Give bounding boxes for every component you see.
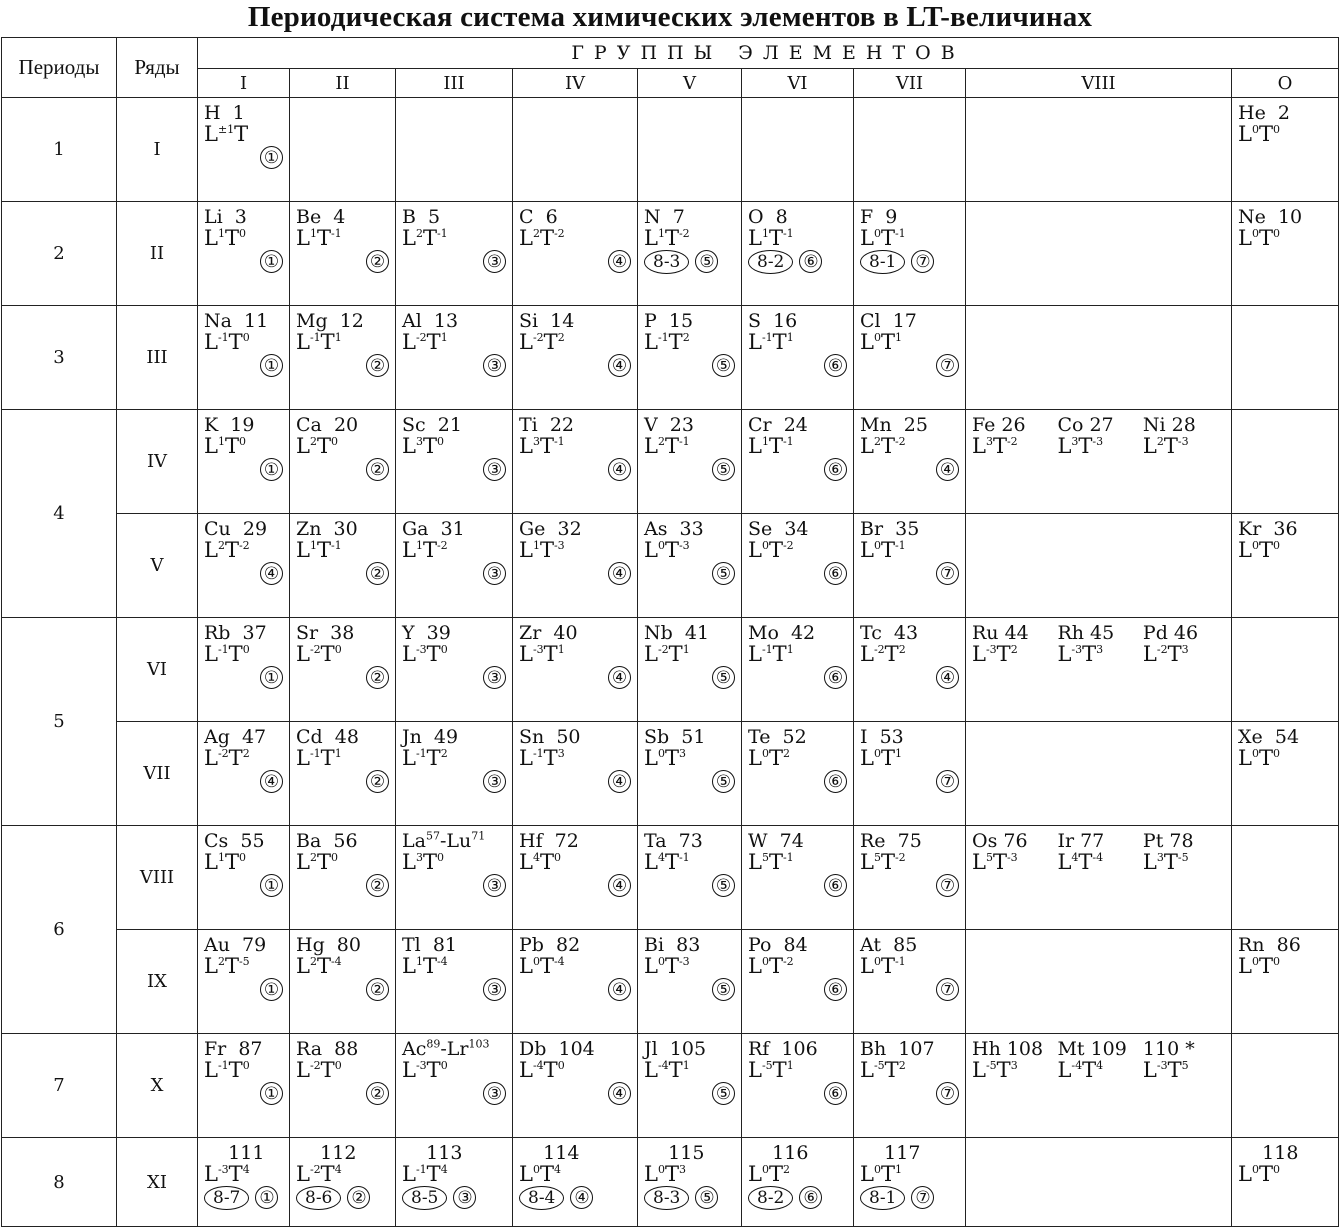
element-cell: [198, 306, 290, 410]
periodic-table: [1, 37, 1339, 1227]
element-cell: [742, 1138, 854, 1227]
element-Ta: Ta 73 $L^4T^{-1}$ ⑤: [638, 826, 741, 897]
element-cell: [290, 1138, 396, 1227]
row-label: VIII: [117, 826, 198, 930]
element-Br: Br 35 $L^0T^{-1}$ ⑦: [854, 514, 965, 585]
period-label: 1: [2, 98, 117, 202]
element-cell: [396, 202, 513, 306]
row-label: III: [117, 306, 198, 410]
groups-header: ГРУППЫ ЭЛЕМЕНТОВ: [198, 38, 1339, 69]
element-Mn: Mn 25 $L^2T^{-2}$ ④: [854, 410, 965, 481]
element-cell: [638, 1138, 742, 1227]
element-S: S 16 $L^{-1}T^1$ ⑥: [742, 306, 853, 377]
element-Pb: Pb 82 $L^0T^{-4}$ ④: [513, 930, 637, 1001]
element-cell: [290, 410, 396, 514]
element-Mt: Mt 109 $L^{-4}T^4$: [1057, 1038, 1127, 1082]
period-label: 2: [2, 202, 117, 306]
element-cell: [854, 410, 966, 514]
group-VI: VI: [742, 69, 854, 98]
element-cell: [742, 1034, 854, 1138]
element-cell: [513, 722, 638, 826]
element-Pt: Pt 78 $L^3T^{-5}$: [1142, 830, 1194, 874]
element-cell: [638, 514, 742, 618]
element-Bi: Bi 83 $L^0T^{-3}$ ⑤: [638, 930, 741, 1001]
table-row: [2, 618, 1339, 722]
element-cell: [198, 98, 290, 202]
element-Be: Be 4 $L^1T^{-1}$ ②: [290, 202, 395, 273]
element-E112: 112 $L^{-2}T^4$ 8-6 ②: [290, 1138, 395, 1210]
element-cell: [513, 1138, 638, 1227]
element-Se: Se 34 $L^0T^{-2}$ ⑥: [742, 514, 853, 585]
group-III: III: [396, 69, 513, 98]
group-VII: VII: [854, 69, 966, 98]
element-Zn: Zn 30 $L^1T^{-1}$ ②: [290, 514, 395, 585]
element-cell: [742, 722, 854, 826]
element-cell: [1232, 202, 1339, 306]
element-Mo: Mo 42 $L^{-1}T^1$ ⑥: [742, 618, 853, 689]
element-cell: [1232, 722, 1339, 826]
element-cell: [513, 826, 638, 930]
element-cell: [854, 202, 966, 306]
element-Jn: Jn 49 $L^{-1}T^2$ ③: [396, 722, 512, 793]
element-cell: [1232, 514, 1339, 618]
group-VIII: VIII: [966, 69, 1232, 98]
empty-cell: [966, 514, 1232, 618]
table-row: [2, 1138, 1339, 1227]
element-cell: [638, 618, 742, 722]
element-cell: [198, 618, 290, 722]
element-Re: Re 75 $L^5T^{-2}$ ⑦: [854, 826, 965, 897]
period-label: 4: [2, 410, 117, 618]
element-Co: Co 27 $L^3T^{-3}$: [1057, 414, 1114, 458]
empty-cell: [290, 98, 396, 202]
element-cell: [742, 202, 854, 306]
element-cell: [742, 306, 854, 410]
element-Po: Po 84 $L^0T^{-2}$ ⑥: [742, 930, 853, 1001]
element-cell: [290, 722, 396, 826]
element-Xe: Xe 54 $L^0T^0$: [1238, 726, 1300, 770]
element-Kr: Kr 36 $L^0T^0$: [1238, 518, 1298, 562]
element-Sc: Sc 21 $L^3T^0$ ③: [396, 410, 512, 481]
element-cell: [854, 1034, 966, 1138]
element-Ir: Ir 77 $L^4T^{-4}$: [1057, 830, 1105, 874]
rows-header: Ряды: [117, 38, 198, 98]
element-cell: [638, 410, 742, 514]
group-viii-cell: [966, 1034, 1232, 1138]
element-cell: [1232, 930, 1339, 1034]
element-Ga: Ga 31 $L^1T^{-2}$ ③: [396, 514, 512, 585]
element-cell: [854, 930, 966, 1034]
table-row: [2, 410, 1339, 514]
element-Fe: Fe 26 $L^3T^{-2}$: [972, 414, 1026, 458]
row-label: IV: [117, 410, 198, 514]
element-B: B 5 $L^2T^{-1}$ ③: [396, 202, 512, 273]
element-cell: [513, 514, 638, 618]
element-Cu: Cu 29 $L^2T^{-2}$ ④: [198, 514, 289, 585]
element-cell: [198, 722, 290, 826]
element-Pd: Pd 46 $L^{-2}T^3$: [1142, 622, 1199, 666]
element-cell: [742, 514, 854, 618]
element-Jl: Jl 105 $L^{-4}T^1$ ⑤: [638, 1034, 741, 1105]
element-cell: [854, 306, 966, 410]
element-Hf: Hf 72 $L^4T^0$ ④: [513, 826, 637, 897]
period-label: 5: [2, 618, 117, 826]
element-cell: [742, 930, 854, 1034]
element-E110: 110 * $L^{-3}T^5$: [1142, 1038, 1195, 1082]
period-label: 8: [2, 1138, 117, 1227]
table-row: [2, 1034, 1339, 1138]
element-cell: [396, 618, 513, 722]
element-Cl: Cl 17 $L^0T^1$ ⑦: [854, 306, 965, 377]
page-title: Периодическая система химических элементов в LT-величинах: [247, 1, 1093, 33]
element-Bh: Bh 107 $L^{-5}T^2$ ⑦: [854, 1034, 965, 1105]
empty-cell: [966, 306, 1232, 410]
element-cell: [1232, 1138, 1339, 1227]
element-Ru: Ru 44 $L^{-3}T^2$: [972, 622, 1029, 666]
group-IV: IV: [513, 69, 638, 98]
element-cell: [198, 826, 290, 930]
row-label: IX: [117, 930, 198, 1034]
element-Hh: Hh 108 $L^{-5}T^3$: [972, 1038, 1044, 1082]
element-Fr: Fr 87 $L^{-1}T^0$ ①: [198, 1034, 289, 1105]
table-row: [2, 98, 1339, 202]
element-Hg: Hg 80 $L^2T^{-4}$ ②: [290, 930, 395, 1001]
element-cell: [290, 514, 396, 618]
element-cell: [513, 930, 638, 1034]
element-E118: 118 $L^0T^0$: [1238, 1142, 1299, 1186]
element-cell: [854, 1138, 966, 1227]
element-E115: 115 $L^0T^3$ 8-3 ⑤: [638, 1138, 741, 1210]
element-cell: [290, 1034, 396, 1138]
element-P: P 15 $L^{-1}T^2$ ⑤: [638, 306, 741, 377]
element-Ra: Ra 88 $L^{-2}T^0$ ②: [290, 1034, 395, 1105]
element-cell: [742, 410, 854, 514]
element-Li: Li 3 $L^1T^0$ ①: [198, 202, 289, 273]
element-Ca: Ca 20 $L^2T^0$ ②: [290, 410, 395, 481]
table-row: [2, 930, 1339, 1034]
element-Sn: Sn 50 $L^{-1}T^3$ ④: [513, 722, 637, 793]
element-Cd: Cd 48 $L^{-1}T^1$ ②: [290, 722, 395, 793]
element-cell: [290, 306, 396, 410]
row-label: X: [117, 1034, 198, 1138]
element-cell: [854, 722, 966, 826]
element-cell: [638, 826, 742, 930]
element-Sb: Sb 51 $L^0T^3$ ⑤: [638, 722, 741, 793]
table-row: [2, 202, 1339, 306]
element-cell: [638, 202, 742, 306]
empty-cell: [396, 98, 513, 202]
element-E117: 117 $L^0T^1$ 8-1 ⑦: [854, 1138, 965, 1210]
element-H: H 1 $L^{\pm 1}T$ ①: [198, 98, 289, 169]
element-cell: [396, 826, 513, 930]
empty-cell: [1232, 306, 1339, 410]
period-label: 6: [2, 826, 117, 1034]
element-cell: [396, 722, 513, 826]
element-Na: Na 11 $L^{-1}T^0$ ①: [198, 306, 289, 377]
element-cell: [290, 930, 396, 1034]
element-Ac: Ac$^{89}$-Lr$^{103}$ $L^{-3}T^0$ ③: [396, 1034, 512, 1105]
table-row: [2, 306, 1339, 410]
element-cell: [198, 202, 290, 306]
element-Cs: Cs 55 $L^1T^0$ ①: [198, 826, 289, 897]
element-Zr: Zr 40 $L^{-3}T^1$ ④: [513, 618, 637, 689]
row-label: V: [117, 514, 198, 618]
element-cell: [513, 618, 638, 722]
element-Sr: Sr 38 $L^{-2}T^0$ ②: [290, 618, 395, 689]
empty-cell: [1232, 410, 1339, 514]
element-cell: [742, 618, 854, 722]
element-K: K 19 $L^1T^0$ ①: [198, 410, 289, 481]
element-cell: [513, 410, 638, 514]
element-Nb: Nb 41 $L^{-2}T^1$ ⑤: [638, 618, 741, 689]
element-Rh: Rh 45 $L^{-3}T^3$: [1057, 622, 1115, 666]
element-cell: [638, 1034, 742, 1138]
element-Si: Si 14 $L^{-2}T^2$ ④: [513, 306, 637, 377]
element-cell: [290, 202, 396, 306]
element-cell: [1232, 98, 1339, 202]
element-Rn: Rn 86 $L^0T^0$: [1238, 934, 1301, 978]
element-Ni: Ni 28 $L^2T^{-3}$: [1142, 414, 1196, 458]
element-Mg: Mg 12 $L^{-1}T^1$ ②: [290, 306, 395, 377]
element-Os: Os 76 $L^5T^{-3}$: [972, 830, 1028, 874]
element-Tc: Tc 43 $L^{-2}T^2$ ④: [854, 618, 965, 689]
empty-cell: [1232, 1034, 1339, 1138]
element-cell: [198, 1138, 290, 1227]
element-Rb: Rb 37 $L^{-1}T^0$ ①: [198, 618, 289, 689]
element-Y: Y 39 $L^{-3}T^0$ ③: [396, 618, 512, 689]
element-C: C 6 $L^2T^{-2}$ ④: [513, 202, 637, 273]
element-Ag: Ag 47 $L^{-2}T^2$ ④: [198, 722, 289, 793]
element-E116: 116 $L^0T^2$ 8-2 ⑥: [742, 1138, 853, 1210]
empty-cell: [638, 98, 742, 202]
element-Al: Al 13 $L^{-2}T^1$ ③: [396, 306, 512, 377]
element-cell: [638, 306, 742, 410]
element-cell: [854, 826, 966, 930]
element-N: N 7 $L^1T^{-2}$ 8-3 ⑤: [638, 202, 741, 274]
element-cell: [513, 1034, 638, 1138]
element-cell: [198, 410, 290, 514]
group-V: V: [638, 69, 742, 98]
table-row: [2, 514, 1339, 618]
group-viii-cell: [966, 618, 1232, 722]
table-row: [2, 722, 1339, 826]
element-E113: 113 $L^{-1}T^4$ 8-5 ③: [396, 1138, 512, 1210]
element-cell: [854, 618, 966, 722]
element-Ti: Ti 22 $L^3T^{-1}$ ④: [513, 410, 637, 481]
element-cell: [742, 826, 854, 930]
element-Db: Db 104 $L^{-4}T^0$ ④: [513, 1034, 637, 1105]
element-Ba: Ba 56 $L^2T^0$ ②: [290, 826, 395, 897]
element-cell: [198, 514, 290, 618]
element-cell: [638, 930, 742, 1034]
element-Rf: Rf 106 $L^{-5}T^1$ ⑥: [742, 1034, 853, 1105]
row-label: VII: [117, 722, 198, 826]
element-At: At 85 $L^0T^{-1}$ ⑦: [854, 930, 965, 1001]
element-E114: 114 $L^0T^4$ 8-4 ④: [513, 1138, 637, 1210]
element-cell: [290, 618, 396, 722]
group-I: I: [198, 69, 290, 98]
element-cell: [513, 202, 638, 306]
element-Ne: Ne 10 $L^0T^0$: [1238, 206, 1303, 250]
element-cell: [638, 722, 742, 826]
empty-cell: [966, 1138, 1232, 1227]
empty-cell: [513, 98, 638, 202]
element-Cr: Cr 24 $L^1T^{-1}$ ⑥: [742, 410, 853, 481]
element-Ge: Ge 32 $L^1T^{-3}$ ④: [513, 514, 637, 585]
empty-cell: [854, 98, 966, 202]
table-row: [2, 826, 1339, 930]
group-viii-cell: [966, 410, 1232, 514]
element-cell: [396, 930, 513, 1034]
element-V: V 23 $L^2T^{-1}$ ⑤: [638, 410, 741, 481]
element-cell: [854, 514, 966, 618]
element-Au: Au 79 $L^2T^{-5}$ ①: [198, 930, 289, 1001]
element-I: I 53 $L^0T^1$ ⑦: [854, 722, 965, 793]
element-cell: [396, 1034, 513, 1138]
row-label: VI: [117, 618, 198, 722]
element-cell: [396, 514, 513, 618]
row-label: I: [117, 98, 198, 202]
group-viii-cell: [966, 826, 1232, 930]
element-F: F 9 $L^0T^{-1}$ 8-1 ⑦: [854, 202, 965, 274]
element-As: As 33 $L^0T^{-3}$ ⑤: [638, 514, 741, 585]
element-W: W 74 $L^5T^{-1}$ ⑥: [742, 826, 853, 897]
period-label: 3: [2, 306, 117, 410]
empty-cell: [966, 98, 1232, 202]
empty-cell: [966, 202, 1232, 306]
element-O: O 8 $L^1T^{-1}$ 8-2 ⑥: [742, 202, 853, 274]
element-E111: 111 $L^{-3}T^4$ 8-7 ①: [198, 1138, 289, 1210]
empty-cell: [742, 98, 854, 202]
element-cell: [198, 930, 290, 1034]
empty-cell: [966, 930, 1232, 1034]
element-cell: [198, 1034, 290, 1138]
element-cell: [513, 306, 638, 410]
empty-cell: [1232, 618, 1339, 722]
periods-header: Периоды: [2, 38, 117, 98]
element-Tl: Tl 81 $L^1T^{-4}$ ③: [396, 930, 512, 1001]
element-He: He 2 $L^0T^0$: [1238, 102, 1290, 146]
row-label: II: [117, 202, 198, 306]
element-cell: [290, 826, 396, 930]
group-II: II: [290, 69, 396, 98]
element-La: La$^{57}$-Lu$^{71}$ $L^3T^0$ ③: [396, 826, 512, 897]
empty-cell: [966, 722, 1232, 826]
period-label: 7: [2, 1034, 117, 1138]
row-label: XI: [117, 1138, 198, 1227]
element-cell: [396, 306, 513, 410]
element-Te: Te 52 $L^0T^2$ ⑥: [742, 722, 853, 793]
element-cell: [396, 1138, 513, 1227]
empty-cell: [1232, 826, 1339, 930]
group-O: O: [1232, 69, 1339, 98]
element-cell: [396, 410, 513, 514]
